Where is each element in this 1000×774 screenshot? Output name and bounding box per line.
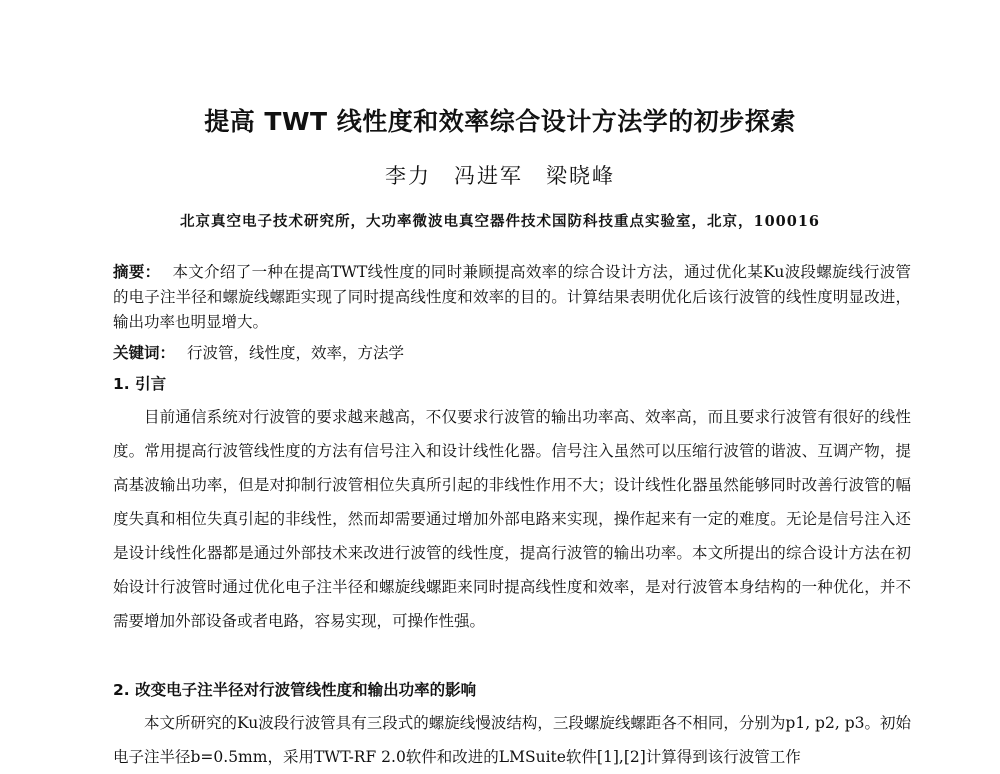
section-paragraph-beam-radius: 本文所研究的Ku波段行波管具有三段式的螺旋线慢波结构，三段螺旋线螺距各不相同，分别为p1, p2, p3。初始电子注半径b=0.5mm，采用TWT-RF 2.0软件和改进的LMSuite软件[1],[2]计算得到该行波管工作 xyxy=(113,714,911,766)
abstract-text: 本文介绍了一种在提高TWT线性度的同时兼顾提高效率的综合设计方法，通过优化某Ku波段螺旋线行波管的电子注半径和螺旋线螺距实现了同时提高线性度和效率的目的。计算结果表明优化后该行波管的线性度明显改进，输出功率也明显增大。 xyxy=(113,263,911,331)
paper-title: 提高 TWT 线性度和效率综合设计方法学的初步探索 xyxy=(204,107,796,136)
keywords-label: 关键词： xyxy=(113,344,176,362)
abstract xyxy=(113,260,911,335)
keywords xyxy=(113,341,404,363)
keywords-text: 行波管，线性度，效率，方法学 xyxy=(187,344,405,362)
author-list: 李力 冯进军 梁晓峰 xyxy=(385,164,615,188)
section-heading-beam-radius: 2. 改变电子注半径对行波管线性度和输出功率的影响 xyxy=(113,681,477,699)
section-paragraph-introduction: 目前通信系统对行波管的要求越来越高，不仅要求行波管的输出功率高、效率高，而且要求行波管有很好的线性度。常用提高行波管线性度的方法有信号注入和设计线性化器。信号注入虽然可以压缩行波管的谐波、互调产物，提高基波输出功率，但是对抑制行波管相位失真所引起的非线性作用不大；设计线性化器虽然能够同时改善行波管的幅度失真和相位失真引起的非线性，然而却需要通过增加外部电路来实现，操作起来有一定的难度。无论是信号注入还是设计线性化器都是通过外部技术来改进行波管的线性度，提高行波管的输出功率。本文所提出的综合设计方法在初始设计行波管时通过优化电子注半径和螺旋线螺距来同时提高线性度和效率，是对行波管本身结构的一种优化，并不需要增加外部设备或者电路，容易实现，可操作性强。 xyxy=(113,408,911,630)
affiliation: 北京真空电子技术研究所，大功率微波电真空器件技术国防科技重点实验室，北京，100016 xyxy=(179,213,821,230)
abstract-label: 摘要： xyxy=(113,263,161,281)
section-heading-introduction: 1. 引言 xyxy=(113,375,167,393)
